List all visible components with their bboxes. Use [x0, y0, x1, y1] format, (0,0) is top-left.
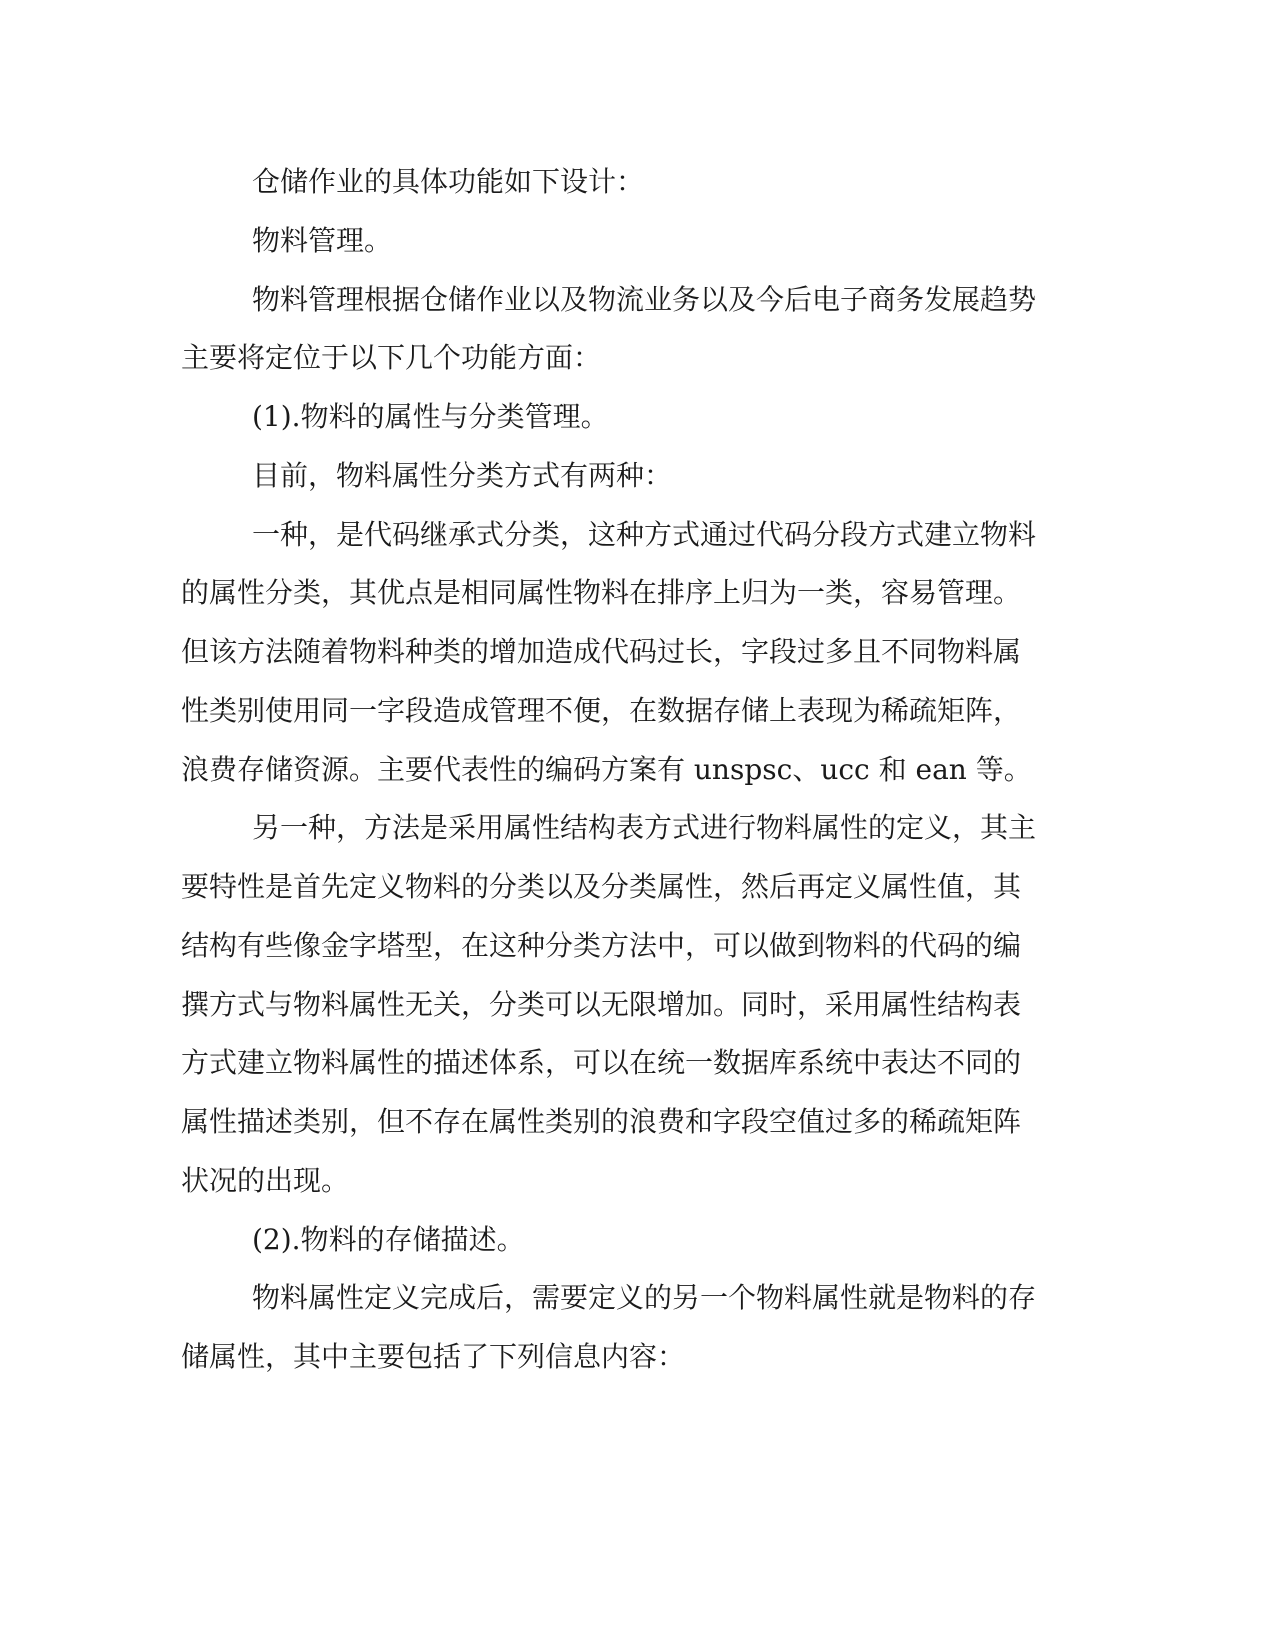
text-line: 目前，物料属性分类方式有两种：: [252, 459, 673, 492]
text-line: 要特性是首先定义物料的分类以及分类属性，然后再定义属性值，其: [181, 870, 1022, 903]
text-line: 的属性分类，其优点是相同属性物料在排序上归为一类，容易管理。: [181, 576, 1022, 609]
text-line: (1).物料的属性与分类管理。: [252, 400, 609, 433]
text-line: 主要将定位于以下几个功能方面：: [181, 341, 602, 374]
text-line: 储属性，其中主要包括了下列信息内容：: [181, 1340, 686, 1373]
text-line: 撰方式与物料属性无关，分类可以无限增加。同时，采用属性结构表: [181, 988, 1022, 1021]
text-line: 结构有些像金字塔型，在这种分类方法中，可以做到物料的代码的编: [181, 929, 1022, 962]
text-line: 浪费存储资源。主要代表性的编码方案有 unspsc、ucc 和 ean 等。: [181, 753, 1032, 786]
text-line: 但该方法随着物料种类的增加造成代码过长，字段过多且不同物料属: [181, 635, 1022, 668]
text-line: 状况的出现。: [181, 1164, 350, 1197]
text-line: 方式建立物料属性的描述体系，可以在统一数据库系统中表达不同的: [181, 1046, 1022, 1079]
text-line: 物料管理。: [252, 224, 393, 257]
text-line: 另一种，方法是采用属性结构表方式进行物料属性的定义，其主: [252, 811, 1037, 844]
text-line: 性类别使用同一字段造成管理不便，在数据存储上表现为稀疏矩阵，: [181, 694, 1022, 727]
text-line: 物料管理根据仓储作业以及物流业务以及今后电子商务发展趋势: [252, 283, 1037, 316]
text-line: 一种，是代码继承式分类，这种方式通过代码分段方式建立物料: [252, 518, 1037, 551]
text-line: 物料属性定义完成后，需要定义的另一个物料属性就是物料的存: [252, 1281, 1037, 1314]
text-line: 属性描述类别，但不存在属性类别的浪费和字段空值过多的稀疏矩阵: [181, 1105, 1022, 1138]
text-line: 仓储作业的具体功能如下设计：: [252, 165, 645, 198]
text-line: (2).物料的存储描述。: [252, 1223, 525, 1256]
